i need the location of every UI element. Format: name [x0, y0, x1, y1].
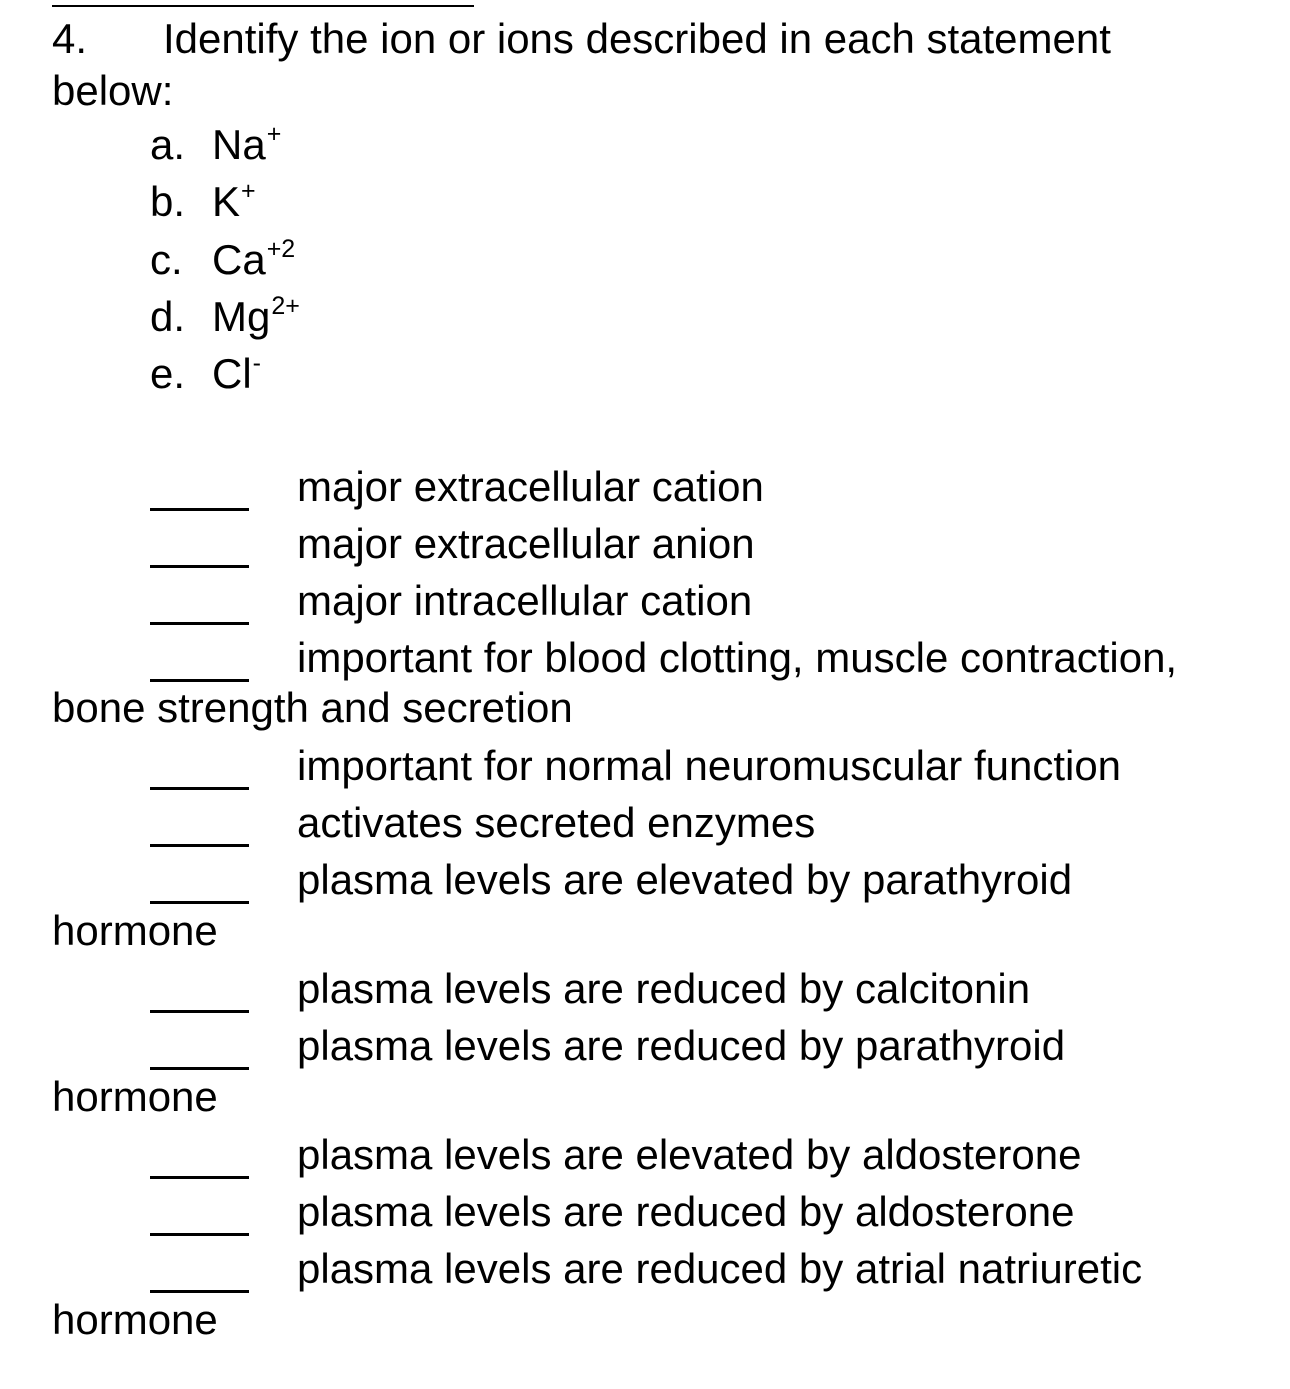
ion-charge: +2 [266, 235, 296, 263]
answer-blank-6[interactable] [150, 844, 249, 847]
question-number: 4. [52, 15, 88, 62]
statement-7-continuation: hormone [52, 907, 218, 954]
question-prompt: Identify the ion or ions described in each statement [163, 15, 1111, 62]
option-letter: d. [150, 293, 186, 340]
option-letter: a. [150, 121, 186, 168]
answer-blank-2[interactable] [150, 565, 249, 568]
answer-blank-3[interactable] [150, 622, 249, 625]
answer-blank-11[interactable] [150, 1233, 249, 1236]
ion-symbol: Na [212, 121, 266, 168]
statement-3: major intracellular cation [297, 577, 753, 624]
statement-12: plasma levels are reduced by atrial natriuretic [297, 1245, 1143, 1292]
answer-blank-10[interactable] [150, 1176, 249, 1179]
option-b [150, 178, 256, 226]
option-e [150, 350, 261, 398]
answer-blank-1[interactable] [150, 508, 249, 511]
statement-9-continuation: hormone [52, 1073, 218, 1120]
option-a [150, 121, 281, 169]
ion-charge: 2+ [271, 292, 300, 320]
answer-blank-8[interactable] [150, 1010, 249, 1013]
ion-symbol: Ca [212, 236, 266, 283]
statement-1: major extracellular cation [297, 463, 764, 510]
option-letter: b. [150, 178, 186, 225]
answer-blank-9[interactable] [150, 1067, 249, 1070]
ion-symbol: K [212, 178, 241, 225]
question-prompt-continuation: below: [52, 67, 174, 114]
statement-10: plasma levels are elevated by aldosterone [297, 1131, 1082, 1178]
answer-blank-5[interactable] [150, 787, 249, 790]
option-d [150, 293, 300, 341]
statement-4: important for blood clotting, muscle contraction, [297, 634, 1178, 681]
option-letter: e. [150, 350, 186, 397]
statement-12-continuation: hormone [52, 1296, 218, 1343]
ion-charge: + [266, 120, 282, 148]
statement-4-continuation: bone strength and secretion [52, 684, 573, 731]
statement-11: plasma levels are reduced by aldosterone [297, 1188, 1075, 1235]
ion-charge: - [252, 349, 261, 377]
answer-blank-4[interactable] [150, 679, 249, 682]
answer-blank-12[interactable] [150, 1290, 249, 1293]
option-c [150, 236, 295, 284]
answer-blank-7[interactable] [150, 901, 249, 904]
ion-symbol: Cl [212, 350, 252, 397]
statement-2: major extracellular anion [297, 520, 755, 567]
statement-6: activates secreted enzymes [297, 799, 816, 846]
option-letter: c. [150, 236, 183, 283]
statement-8: plasma levels are reduced by calcitonin [297, 965, 1031, 1012]
ion-charge: + [241, 177, 256, 205]
top-rule [52, 5, 474, 7]
ion-symbol: Mg [212, 293, 271, 340]
statement-9: plasma levels are reduced by parathyroid [297, 1022, 1066, 1069]
statement-7: plasma levels are elevated by parathyroid [297, 856, 1073, 903]
statement-5: important for normal neuromuscular function [297, 742, 1122, 789]
